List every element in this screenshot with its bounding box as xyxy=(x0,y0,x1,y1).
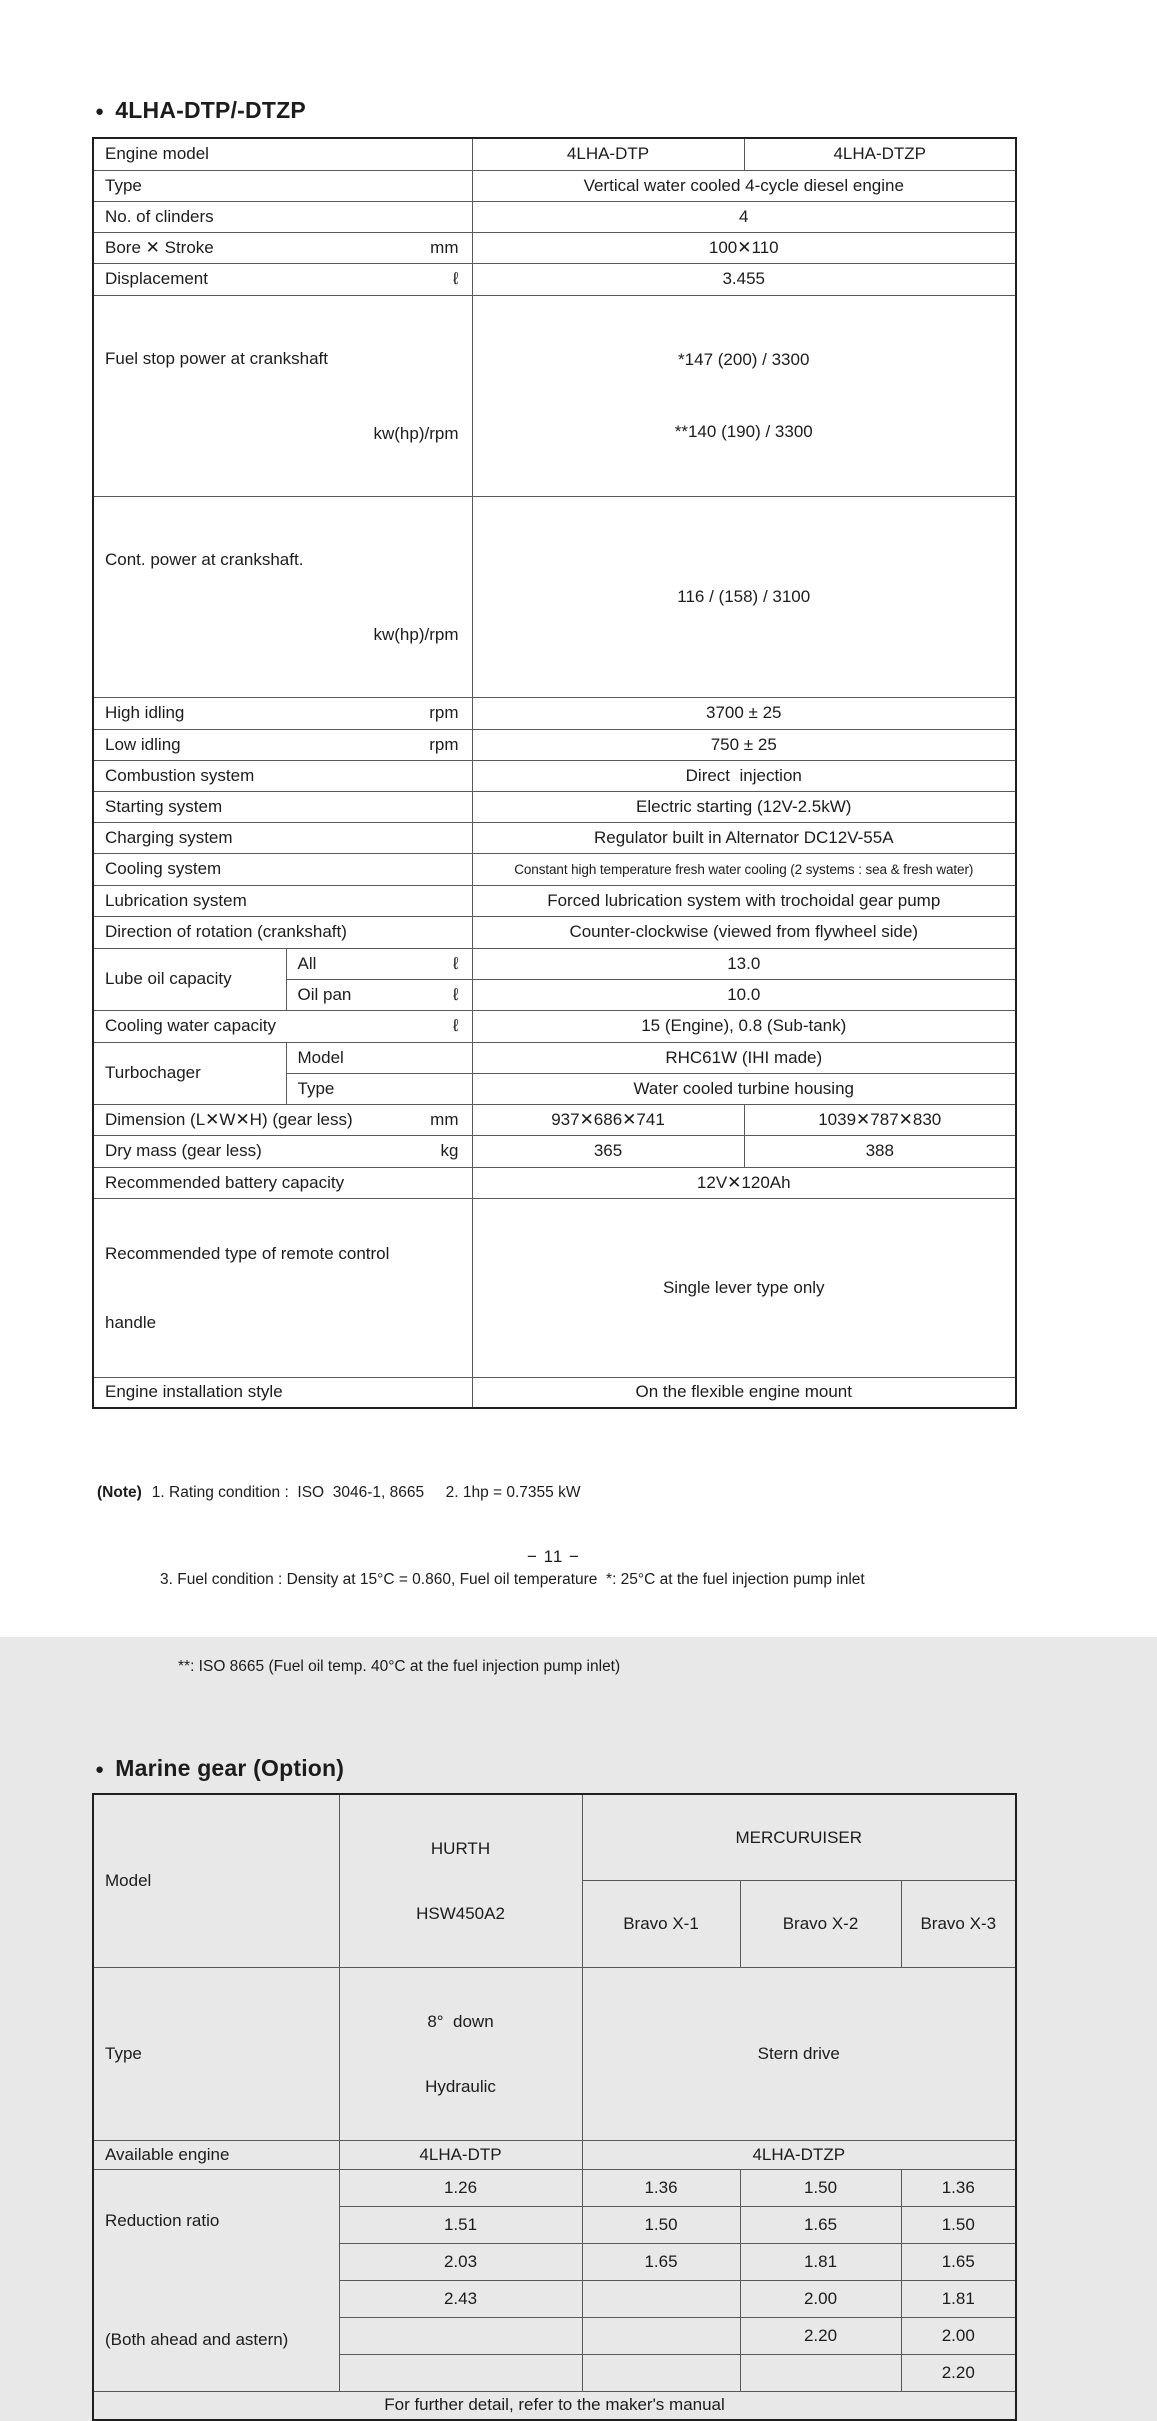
row-gear-model-brands xyxy=(93,1794,1016,1881)
lube-oil-all-value: 13.0 xyxy=(472,948,1016,979)
dry-mass-unit: kg xyxy=(440,1141,459,1160)
marine-gear-table xyxy=(92,1793,1017,2421)
lube-oil-all-label: All ℓ xyxy=(286,948,472,979)
note-label: (Note) xyxy=(97,1484,142,1501)
lube-oil-all-unit: ℓ xyxy=(453,953,459,973)
turbo-type-value: Water cooled turbine housing xyxy=(472,1073,1016,1104)
reduction-cell: 2.00 xyxy=(740,2281,901,2318)
low-idling-label: Low idling rpm xyxy=(93,729,472,760)
lube-oil-pan-unit: ℓ xyxy=(453,984,459,1004)
gear-available-hurth: 4LHA-DTP xyxy=(339,2141,582,2170)
type-value: Vertical water cooled 4-cycle diesel engine xyxy=(472,170,1016,201)
cont-power-value: 116 / (158) / 3100 xyxy=(472,496,1016,697)
row-fuel-stop-power xyxy=(93,295,1016,496)
high-idling-value: 3700 ± 25 xyxy=(472,697,1016,729)
reduction-cell: 2.20 xyxy=(740,2318,901,2355)
row-gear-available-engine xyxy=(93,2141,1016,2170)
marine-section-title xyxy=(95,1755,1157,1782)
note-block xyxy=(97,1420,1157,1739)
bullet-icon: ● xyxy=(95,103,105,120)
row-lube-oil-all xyxy=(93,948,1016,979)
reduction-cell: 1.36 xyxy=(582,2170,740,2207)
engine-section-title-text: 4LHA-DTP/-DTZP xyxy=(115,97,306,123)
dimension-dtzp: 1039✕787✕830 xyxy=(744,1104,1016,1135)
gear-type-label: Type xyxy=(93,1968,339,2141)
reduction-cell: 1.36 xyxy=(901,2170,1016,2207)
engine-model-dtp: 4LHA-DTP xyxy=(472,138,744,170)
cooling-label: Cooling system xyxy=(93,853,472,885)
gear-merc-brand: MERCURUISER xyxy=(582,1794,1016,1881)
cooling-water-label: Cooling water capacity ℓ xyxy=(93,1010,472,1042)
reduction-cell: 1.26 xyxy=(339,2170,582,2207)
installation-label: Engine installation style xyxy=(93,1377,472,1408)
turbo-model-value: RHC61W (IHI made) xyxy=(472,1042,1016,1073)
bore-stroke-label: Bore ✕ Stroke mm xyxy=(93,232,472,263)
row-cooling xyxy=(93,853,1016,885)
row-type xyxy=(93,170,1016,201)
gear-footer-note: For further detail, refer to the maker's manual xyxy=(93,2392,1016,2420)
row-cylinders xyxy=(93,201,1016,232)
marine-section-title-text: Marine gear (Option) xyxy=(115,1755,345,1781)
row-displacement xyxy=(93,263,1016,295)
cylinders-label: No. of clinders xyxy=(93,201,472,232)
remote-control-value: Single lever type only xyxy=(472,1198,1016,1377)
bore-stroke-value: 100✕110 xyxy=(472,232,1016,263)
cooling-water-unit: ℓ xyxy=(453,1016,459,1035)
turbo-type-label: Type xyxy=(286,1073,472,1104)
gear-model-label: Model xyxy=(93,1794,339,1968)
lube-oil-label: Lube oil capacity xyxy=(93,948,286,1010)
row-gear-footer xyxy=(93,2392,1016,2420)
row-dry-mass xyxy=(93,1135,1016,1167)
reduction-cell: 1.50 xyxy=(582,2207,740,2244)
combustion-label: Combustion system xyxy=(93,760,472,791)
row-remote-control xyxy=(93,1198,1016,1377)
remote-control-label: Recommended type of remote control handle xyxy=(93,1198,472,1377)
row-gear-type xyxy=(93,1968,1016,2141)
lubrication-label: Lubrication system xyxy=(93,885,472,916)
combustion-value: Direct injection xyxy=(472,760,1016,791)
dimension-unit: mm xyxy=(430,1109,459,1129)
charging-label: Charging system xyxy=(93,822,472,853)
row-rotation xyxy=(93,916,1016,948)
engine-model-dtzp: 4LHA-DTZP xyxy=(744,138,1016,170)
note-line-3: **: ISO 8665 (Fuel oil temp. 40°C at the fuel injection pump inlet) xyxy=(178,1658,621,1675)
gear-bravo-x2: Bravo X-2 xyxy=(740,1881,901,1968)
reduction-cell: 1.65 xyxy=(901,2244,1016,2281)
high-idling-label: High idling rpm xyxy=(93,697,472,729)
row-reduction-1 xyxy=(93,2170,1016,2207)
reduction-cell: 1.50 xyxy=(901,2207,1016,2244)
reduction-cell: 1.51 xyxy=(339,2207,582,2244)
row-engine-model xyxy=(93,138,1016,170)
low-idling-unit: rpm xyxy=(429,734,459,754)
note-line-2: 3. Fuel condition : Density at 15°C = 0.860, Fuel oil temperature *: 25°C at the fuel injection pump inlet xyxy=(160,1571,865,1588)
cooling-water-value: 15 (Engine), 0.8 (Sub-tank) xyxy=(472,1010,1016,1042)
row-cont-power xyxy=(93,496,1016,697)
gear-bravo-x3: Bravo X-3 xyxy=(901,1881,1016,1968)
dry-mass-dtzp: 388 xyxy=(744,1135,1016,1167)
reduction-cell: 2.20 xyxy=(901,2355,1016,2392)
gear-type-hurth: 8° down Hydraulic xyxy=(339,1968,582,2141)
rotation-value: Counter-clockwise (viewed from flywheel side) xyxy=(472,916,1016,948)
lube-oil-pan-value: 10.0 xyxy=(472,979,1016,1010)
reduction-cell xyxy=(582,2318,740,2355)
engine-model-label: Engine model xyxy=(93,138,472,170)
turbo-model-label: Model xyxy=(286,1042,472,1073)
starting-value: Electric starting (12V-2.5kW) xyxy=(472,791,1016,822)
reduction-cell: 1.65 xyxy=(582,2244,740,2281)
fuel-stop-power-value: *147 (200) / 3300 **140 (190) / 3300 xyxy=(472,295,1016,496)
dry-mass-dtp: 365 xyxy=(472,1135,744,1167)
reduction-cell xyxy=(582,2355,740,2392)
cylinders-value: 4 xyxy=(472,201,1016,232)
row-installation xyxy=(93,1377,1016,1408)
reduction-cell: 2.03 xyxy=(339,2244,582,2281)
type-label: Type xyxy=(93,170,472,201)
fuel-stop-power-unit: kw(hp)/rpm xyxy=(373,423,459,443)
high-idling-unit: rpm xyxy=(429,703,459,722)
dimension-label: Dimension (L✕W✕H) (gear less) mm xyxy=(93,1104,472,1135)
fuel-stop-power-label: Fuel stop power at crankshaft kw(hp)/rpm xyxy=(93,295,472,496)
gear-bravo-x1: Bravo X-1 xyxy=(582,1881,740,1968)
row-high-idling xyxy=(93,697,1016,729)
reduction-cell xyxy=(582,2281,740,2318)
cont-power-label: Cont. power at crankshaft. kw(hp)/rpm xyxy=(93,496,472,697)
dimension-dtp: 937✕686✕741 xyxy=(472,1104,744,1135)
reduction-cell: 1.50 xyxy=(740,2170,901,2207)
page-number: − 11 − xyxy=(527,1547,580,1566)
row-starting xyxy=(93,791,1016,822)
battery-label: Recommended battery capacity xyxy=(93,1167,472,1198)
row-bore-stroke xyxy=(93,232,1016,263)
row-battery xyxy=(93,1167,1016,1198)
engine-spec-table xyxy=(92,137,1017,1409)
gear-available-label: Available engine xyxy=(93,2141,339,2170)
row-dimension xyxy=(93,1104,1016,1135)
row-turbo-model xyxy=(93,1042,1016,1073)
row-cooling-water xyxy=(93,1010,1016,1042)
row-lubrication xyxy=(93,885,1016,916)
reduction-cell xyxy=(339,2355,582,2392)
displacement-value: 3.455 xyxy=(472,263,1016,295)
starting-label: Starting system xyxy=(93,791,472,822)
gear-type-merc: Stern drive xyxy=(582,1968,1016,2141)
reduction-cell xyxy=(339,2318,582,2355)
bullet-icon: ● xyxy=(95,1761,105,1778)
rotation-label: Direction of rotation (crankshaft) xyxy=(93,916,472,948)
reduction-cell: 1.81 xyxy=(901,2281,1016,2318)
reduction-cell: 1.65 xyxy=(740,2207,901,2244)
reduction-ratio-label: Reduction ratio (Both ahead and astern) xyxy=(93,2170,339,2392)
gear-available-merc: 4LHA-DTZP xyxy=(582,2141,1016,2170)
charging-value: Regulator built in Alternator DC12V-55A xyxy=(472,822,1016,853)
gear-hurth-model: HURTH HSW450A2 xyxy=(339,1794,582,1968)
row-charging xyxy=(93,822,1016,853)
battery-value: 12V✕120Ah xyxy=(472,1167,1016,1198)
row-low-idling xyxy=(93,729,1016,760)
reduction-cell: 1.81 xyxy=(740,2244,901,2281)
installation-value: On the flexible engine mount xyxy=(472,1377,1016,1408)
cont-power-unit: kw(hp)/rpm xyxy=(373,624,459,644)
bore-stroke-unit: mm xyxy=(430,237,459,257)
note-line-1: (Note) 1. Rating condition : ISO 3046-1, 8665 2. 1hp = 0.7355 kW xyxy=(97,1478,1157,1507)
reduction-cell: 2.43 xyxy=(339,2281,582,2318)
lubrication-value: Forced lubrication system with trochoidal gear pump xyxy=(472,885,1016,916)
turbocharger-label: Turbochager xyxy=(93,1042,286,1104)
row-combustion xyxy=(93,760,1016,791)
engine-section-title xyxy=(95,0,1157,124)
reduction-cell: 2.00 xyxy=(901,2318,1016,2355)
low-idling-value: 750 ± 25 xyxy=(472,729,1016,760)
dry-mass-label: Dry mass (gear less) kg xyxy=(93,1135,472,1167)
cooling-value: Constant high temperature fresh water cooling (2 systems : sea & fresh water) xyxy=(472,853,1016,885)
displacement-unit: ℓ xyxy=(453,269,459,288)
displacement-label: Displacement ℓ xyxy=(93,263,472,295)
lube-oil-pan-label: Oil pan ℓ xyxy=(286,979,472,1010)
reduction-cell xyxy=(740,2355,901,2392)
